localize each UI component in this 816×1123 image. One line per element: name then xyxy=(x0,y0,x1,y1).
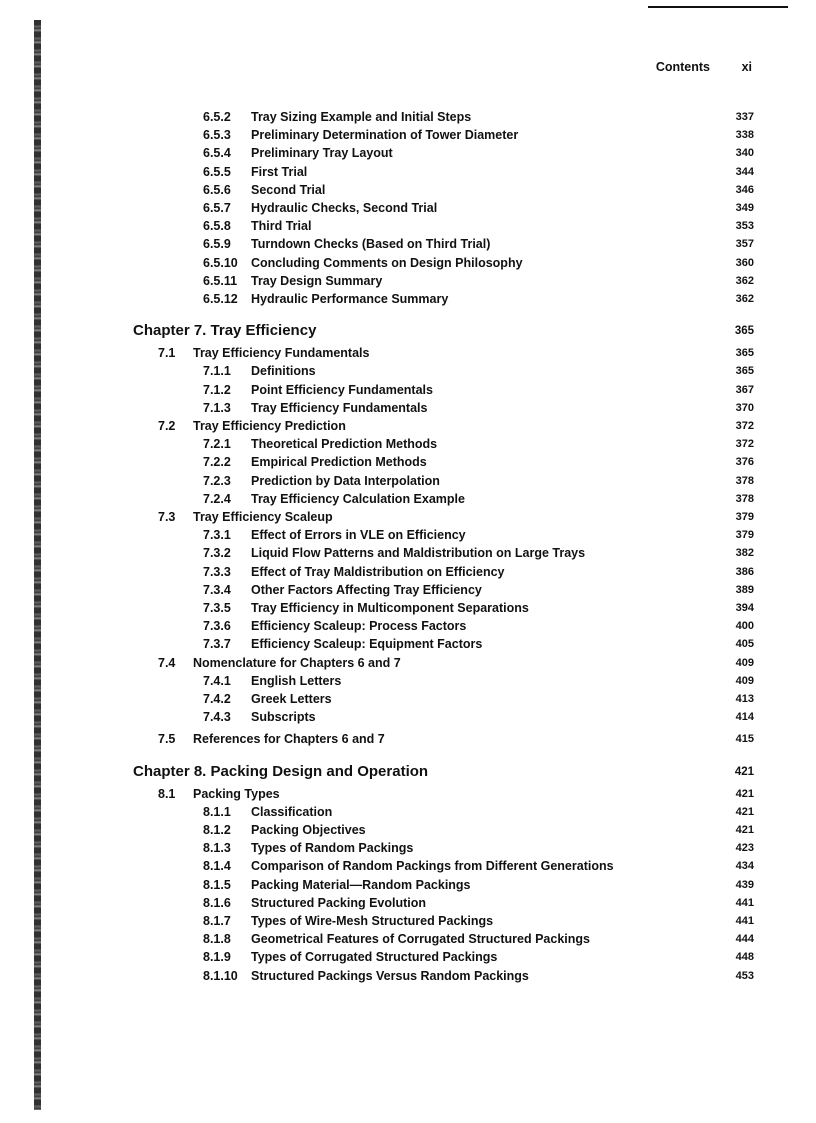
entry-title: Efficiency Scaleup: Equipment Factors xyxy=(251,637,483,652)
entry-number: 8.1.3 xyxy=(203,841,231,856)
entry-number: 7.1.3 xyxy=(203,400,231,415)
subsection-entry[interactable] xyxy=(0,436,816,454)
subsection-entry[interactable] xyxy=(0,164,816,182)
entry-page-number: 389 xyxy=(735,583,754,596)
entry-title: Preliminary Determination of Tower Diameter xyxy=(251,128,519,143)
entry-title: Effect of Tray Maldistribution on Efficiency xyxy=(251,564,505,579)
subsection-entry[interactable] xyxy=(0,636,816,654)
entry-title: Preliminary Tray Layout xyxy=(251,146,393,161)
entry-page-number: 434 xyxy=(735,860,754,873)
subsection-entry[interactable] xyxy=(0,564,816,582)
entry-title: Comparison of Random Packings from Different Generations xyxy=(251,859,614,874)
entry-page-number: 346 xyxy=(735,183,754,196)
subsection-entry[interactable] xyxy=(0,291,816,309)
entry-title: Efficiency Scaleup: Process Factors xyxy=(251,619,467,634)
entry-page-number: 338 xyxy=(735,129,754,142)
entry-page-number: 441 xyxy=(735,896,754,909)
entry-title: Tray Sizing Example and Initial Steps xyxy=(251,110,472,124)
subsection-entry[interactable] xyxy=(0,255,816,273)
subsection-entry[interactable] xyxy=(0,109,816,127)
subsection-entry[interactable] xyxy=(0,491,816,509)
subsection-entry[interactable] xyxy=(0,931,816,949)
entry-page-number: 394 xyxy=(735,602,754,614)
entry-title: Tray Efficiency Prediction xyxy=(193,419,346,433)
section-entry[interactable] xyxy=(0,418,816,436)
entry-page-number: 367 xyxy=(735,383,754,396)
entry-page-number: 409 xyxy=(735,674,754,687)
subsection-entry[interactable] xyxy=(0,218,816,236)
subsection-entry[interactable] xyxy=(0,673,816,691)
entry-number: 6.5.3 xyxy=(203,128,231,143)
entry-number: 7.3.7 xyxy=(203,637,231,652)
entry-title: Tray Efficiency Fundamentals xyxy=(251,400,428,415)
section-entry[interactable] xyxy=(0,731,816,749)
entry-title: Types of Wire-Mesh Structured Packings xyxy=(251,914,494,928)
entry-page-number: 362 xyxy=(735,274,754,287)
subsection-entry[interactable] xyxy=(0,363,816,381)
entry-number: 8.1.10 xyxy=(203,968,238,983)
entry-page-number: 365 xyxy=(734,325,754,338)
entry-number: 8.1 xyxy=(158,786,176,801)
entry-page-number: 386 xyxy=(735,565,754,578)
entry-title: Greek Letters xyxy=(251,692,332,706)
entry-title: Packing Material—Random Packings xyxy=(251,877,471,892)
subsection-entry[interactable] xyxy=(0,968,816,986)
entry-number: 7.4.3 xyxy=(203,710,231,725)
entry-title: Structured Packing Evolution xyxy=(251,895,427,910)
entry-title: English Letters xyxy=(251,673,342,688)
entry-number: 7.3.5 xyxy=(203,601,231,615)
entry-page-number: 353 xyxy=(735,220,754,233)
entry-number: 7.3.3 xyxy=(203,564,231,579)
subsection-entry[interactable] xyxy=(0,949,816,967)
entry-title: Liquid Flow Patterns and Maldistribution on Large Trays xyxy=(251,546,586,561)
entry-title: Nomenclature for Chapters 6 and 7 xyxy=(193,655,401,670)
subsection-entry[interactable] xyxy=(0,200,816,218)
entry-title: Concluding Comments on Design Philosophy xyxy=(251,255,523,270)
entry-page-number: 423 xyxy=(735,842,754,855)
entry-title: Tray Efficiency in Multicomponent Separations xyxy=(251,601,529,615)
subsection-entry[interactable] xyxy=(0,182,816,200)
subsection-entry[interactable] xyxy=(0,382,816,400)
entry-number: 7.2.4 xyxy=(203,491,231,506)
subsection-entry[interactable] xyxy=(0,822,816,840)
entry-number: 6.5.9 xyxy=(203,237,231,252)
entry-number: 8.1.4 xyxy=(203,859,231,874)
entry-title: Packing Objectives xyxy=(251,823,366,837)
entry-title: Prediction by Data Interpolation xyxy=(251,473,440,488)
entry-number: 8.1.5 xyxy=(203,877,231,892)
entry-number: 6.5.11 xyxy=(203,273,238,288)
entry-title: Structured Packings Versus Random Packings xyxy=(251,968,529,983)
subsection-entry[interactable] xyxy=(0,145,816,163)
entry-number: 7.2.3 xyxy=(203,473,231,488)
entry-number: 7.3.4 xyxy=(203,582,231,597)
entry-page-number: 405 xyxy=(735,638,754,651)
entry-title: Geometrical Features of Corrugated Structured Packings xyxy=(251,932,590,947)
entry-title: Packing Types xyxy=(193,786,280,801)
entry-number: 8.1.7 xyxy=(203,914,231,928)
entry-title: Tray Efficiency Fundamentals xyxy=(193,346,370,361)
entry-number: 8.1.2 xyxy=(203,823,231,837)
entry-number: 6.5.2 xyxy=(203,110,231,124)
entry-number: 7.2 xyxy=(158,419,176,433)
subsection-entry[interactable] xyxy=(0,454,816,472)
entry-title: Empirical Prediction Methods xyxy=(251,455,427,470)
entry-page-number: 379 xyxy=(735,511,754,523)
entry-number: 8.1.6 xyxy=(203,895,231,910)
subsection-entry[interactable] xyxy=(0,600,816,618)
subsection-entry[interactable] xyxy=(0,895,816,913)
entry-page-number: 365 xyxy=(735,365,754,378)
entry-page-number: 453 xyxy=(735,969,754,982)
entry-page-number: 444 xyxy=(735,933,754,946)
subsection-entry[interactable] xyxy=(0,527,816,545)
subsection-entry[interactable] xyxy=(0,709,816,727)
entry-number: 7.4 xyxy=(158,655,176,670)
entry-number: 7.2.2 xyxy=(203,455,231,470)
entry-number: 7.1.2 xyxy=(203,382,231,397)
entry-title: Point Efficiency Fundamentals xyxy=(251,382,433,397)
top-rule xyxy=(648,6,788,8)
entry-page-number: 439 xyxy=(735,878,754,891)
entry-title: Other Factors Affecting Tray Efficiency xyxy=(251,582,482,597)
entry-page-number: 357 xyxy=(735,238,754,251)
entry-title: Theoretical Prediction Methods xyxy=(251,437,438,452)
entry-title: References for Chapters 6 and 7 xyxy=(193,732,385,747)
entry-title: Third Trial xyxy=(251,219,312,234)
running-header xyxy=(0,60,816,76)
subsection-entry[interactable] xyxy=(0,273,816,291)
entry-page-number: 382 xyxy=(735,547,754,560)
entry-page-number: 340 xyxy=(735,147,754,160)
entry-page-number: 421 xyxy=(735,805,754,818)
entry-number: 6.5.7 xyxy=(203,201,231,215)
entry-number: 7.2.1 xyxy=(203,437,231,452)
entry-number: 6.5.12 xyxy=(203,292,238,306)
subsection-entry[interactable] xyxy=(0,473,816,491)
entry-number: 8.1.1 xyxy=(203,804,231,819)
entry-title: Definitions xyxy=(251,364,316,379)
section-entry[interactable] xyxy=(0,345,816,363)
entry-title: Hydraulic Performance Summary xyxy=(251,292,449,306)
entry-number: 6.5.6 xyxy=(203,182,231,197)
entry-title: Tray Efficiency Scaleup xyxy=(193,510,333,524)
entry-title: Effect of Errors in VLE on Efficiency xyxy=(251,528,466,543)
entry-number: 7.5 xyxy=(158,732,176,747)
chapter-entry[interactable] xyxy=(0,323,816,341)
entry-page-number: 414 xyxy=(735,711,754,724)
header-page-number: xi xyxy=(741,60,752,74)
entry-number: 7.1.1 xyxy=(203,364,231,379)
entry-page-number: 378 xyxy=(735,474,754,487)
entry-number: 7.4.2 xyxy=(203,692,231,706)
entry-page-number: 400 xyxy=(735,620,754,633)
subsection-entry[interactable] xyxy=(0,858,816,876)
section-entry[interactable] xyxy=(0,786,816,804)
entry-title: Second Trial xyxy=(251,182,326,197)
entry-page-number: 378 xyxy=(735,492,754,505)
header-title: Contents xyxy=(655,60,710,74)
entry-title: Types of Random Packings xyxy=(251,841,414,856)
entry-number: 8.1.8 xyxy=(203,932,231,947)
entry-page-number: 362 xyxy=(735,293,754,305)
entry-page-number: 337 xyxy=(735,111,754,123)
entry-page-number: 370 xyxy=(735,401,754,414)
subsection-entry[interactable] xyxy=(0,840,816,858)
subsection-entry[interactable] xyxy=(0,618,816,636)
section-entry[interactable] xyxy=(0,655,816,673)
entry-title: Classification xyxy=(251,804,333,819)
entry-number: 7.1 xyxy=(158,346,176,361)
entry-number: 7.3 xyxy=(158,510,176,524)
entry-page-number: 379 xyxy=(735,529,754,542)
entry-page-number: 376 xyxy=(735,456,754,469)
entry-page-number: 441 xyxy=(735,915,754,927)
entry-number: 6.5.4 xyxy=(203,146,231,161)
entry-number: 6.5.8 xyxy=(203,219,231,234)
subsection-entry[interactable] xyxy=(0,236,816,254)
entry-title: Hydraulic Checks, Second Trial xyxy=(251,201,438,215)
entry-page-number: 415 xyxy=(735,733,754,746)
entry-number: 7.3.2 xyxy=(203,546,231,561)
entry-page-number: 372 xyxy=(735,438,754,451)
subsection-entry[interactable] xyxy=(0,877,816,895)
entry-title: Types of Corrugated Structured Packings xyxy=(251,950,498,965)
entry-page-number: 409 xyxy=(735,656,754,669)
entry-title: Tray Efficiency Calculation Example xyxy=(251,491,465,506)
chapter-entry[interactable] xyxy=(0,764,816,782)
entry-title: Turndown Checks (Based on Third Trial) xyxy=(251,237,491,252)
subsection-entry[interactable] xyxy=(0,400,816,418)
entry-page-number: 448 xyxy=(735,951,754,964)
subsection-entry[interactable] xyxy=(0,582,816,600)
subsection-entry[interactable] xyxy=(0,913,816,931)
entry-page-number: 360 xyxy=(735,256,754,269)
entry-page-number: 344 xyxy=(735,165,754,178)
subsection-entry[interactable] xyxy=(0,545,816,563)
entry-number: 6.5.10 xyxy=(203,255,238,270)
subsection-entry[interactable] xyxy=(0,804,816,822)
entry-page-number: 413 xyxy=(735,693,754,705)
entry-number: 7.3.1 xyxy=(203,528,231,543)
entry-page-number: 349 xyxy=(735,202,754,214)
entry-title: Subscripts xyxy=(251,710,316,725)
entry-page-number: 421 xyxy=(734,765,754,778)
entry-page-number: 365 xyxy=(735,347,754,360)
entry-number: 8.1.9 xyxy=(203,950,231,965)
entry-title: Chapter 7. Tray Efficiency xyxy=(133,322,317,340)
subsection-entry[interactable] xyxy=(0,127,816,145)
entry-page-number: 421 xyxy=(735,824,754,836)
entry-title: Chapter 8. Packing Design and Operation xyxy=(133,762,429,780)
entry-title: Tray Design Summary xyxy=(251,273,383,288)
subsection-entry[interactable] xyxy=(0,691,816,709)
entry-number: 6.5.5 xyxy=(203,164,231,179)
entry-page-number: 421 xyxy=(735,787,754,800)
entry-number: 7.3.6 xyxy=(203,619,231,634)
section-entry[interactable] xyxy=(0,509,816,527)
entry-number: 7.4.1 xyxy=(203,673,231,688)
entry-title: First Trial xyxy=(251,164,308,179)
entry-page-number: 372 xyxy=(735,420,754,432)
